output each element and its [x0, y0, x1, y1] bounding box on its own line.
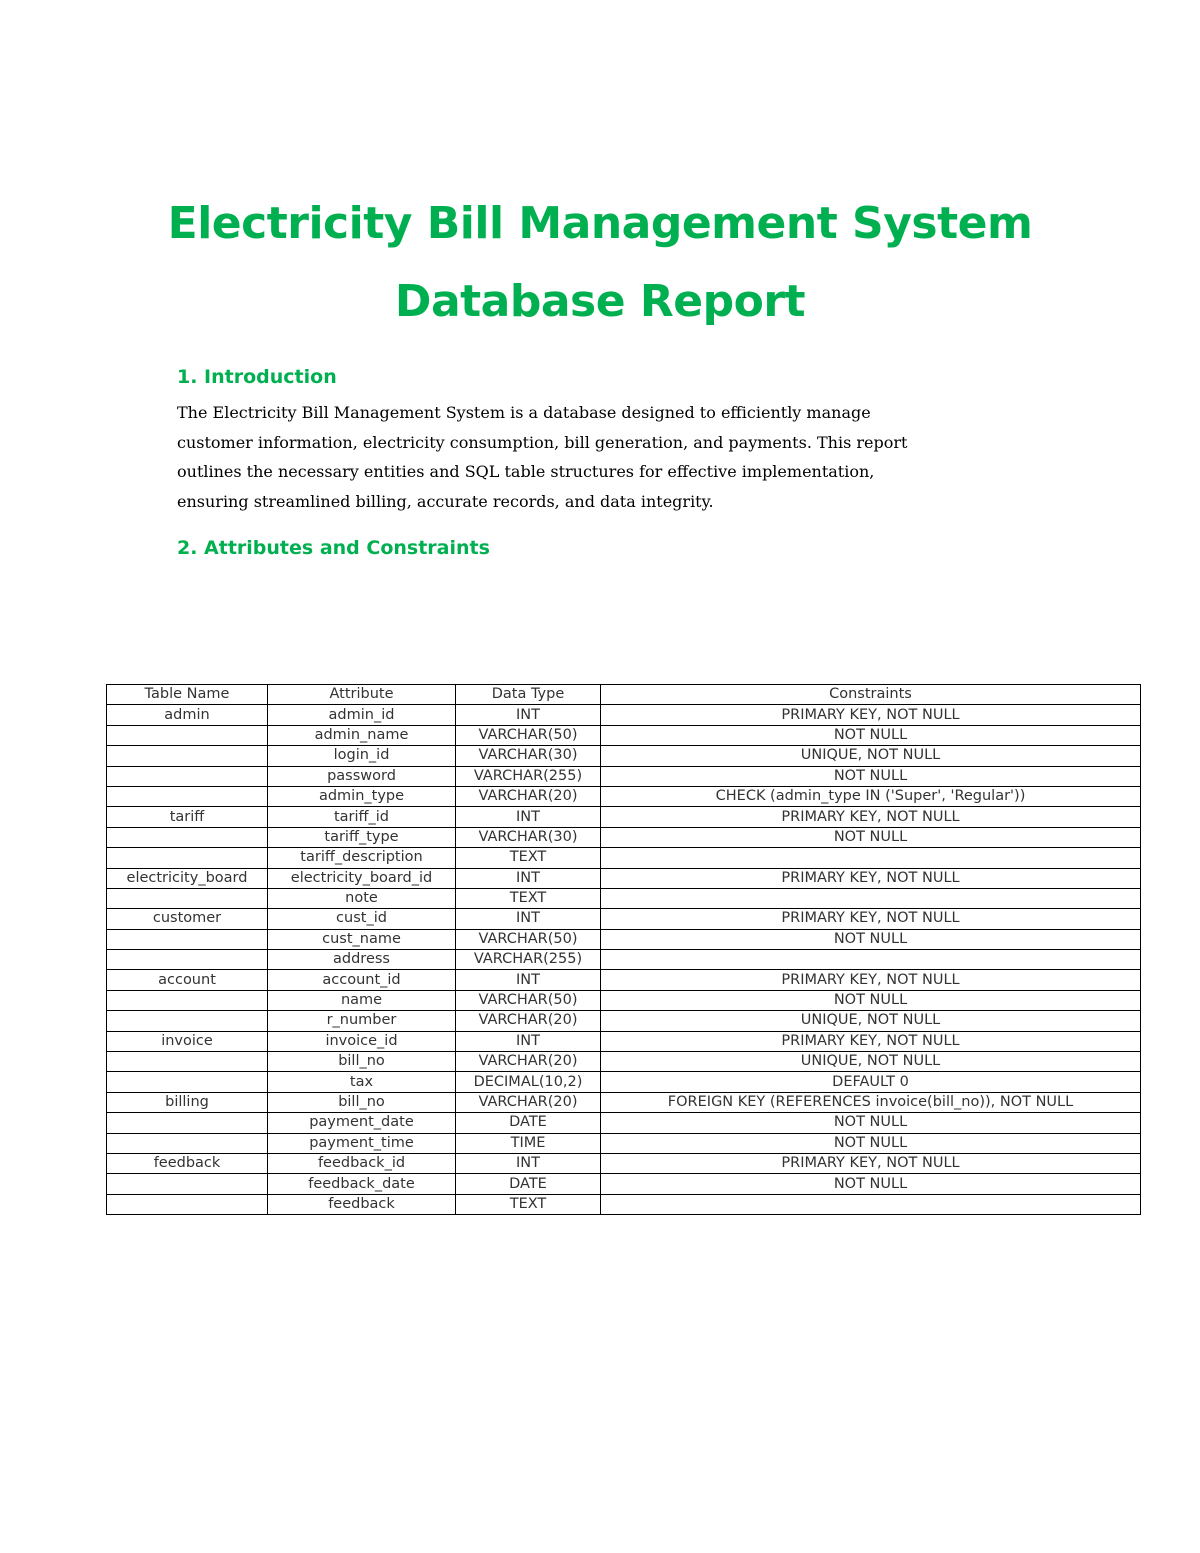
table-row — [107, 1011, 1141, 1031]
table-header-row — [107, 685, 1141, 705]
introduction-paragraph — [177, 398, 1037, 516]
cell-constraints — [601, 950, 1141, 970]
table-row — [107, 1031, 1141, 1051]
introduction-heading: 1. Introduction — [177, 366, 337, 388]
header-constraints: Constraints — [601, 685, 1141, 705]
cell-constraints: NOT NULL — [601, 929, 1141, 949]
cell-data-type: VARCHAR(30) — [456, 827, 601, 847]
table-row — [107, 1092, 1141, 1112]
cell-attribute: admin_type — [268, 786, 456, 806]
table-row — [107, 1174, 1141, 1194]
cell-table-name — [107, 929, 268, 949]
cell-attribute: payment_time — [268, 1133, 456, 1153]
cell-data-type: INT — [456, 705, 601, 725]
cell-attribute: feedback_date — [268, 1174, 456, 1194]
cell-attribute: address — [268, 950, 456, 970]
cell-attribute: feedback_id — [268, 1153, 456, 1173]
cell-constraints — [601, 888, 1141, 908]
table-row — [107, 725, 1141, 745]
cell-attribute: note — [268, 888, 456, 908]
table-row — [107, 1153, 1141, 1173]
table-row — [107, 766, 1141, 786]
table-row — [107, 990, 1141, 1010]
cell-data-type: VARCHAR(255) — [456, 950, 601, 970]
table-row — [107, 929, 1141, 949]
cell-table-name: electricity_board — [107, 868, 268, 888]
cell-attribute: admin_id — [268, 705, 456, 725]
cell-attribute: tax — [268, 1072, 456, 1092]
cell-data-type: INT — [456, 1153, 601, 1173]
cell-data-type: VARCHAR(30) — [456, 746, 601, 766]
cell-data-type: VARCHAR(20) — [456, 1011, 601, 1031]
cell-attribute: tariff_description — [268, 848, 456, 868]
cell-constraints: UNIQUE, NOT NULL — [601, 746, 1141, 766]
cell-constraints: FOREIGN KEY (REFERENCES invoice(bill_no)), NOT NULL — [601, 1092, 1141, 1112]
cell-attribute: account_id — [268, 970, 456, 990]
cell-data-type: INT — [456, 970, 601, 990]
cell-table-name — [107, 1194, 268, 1214]
cell-constraints: PRIMARY KEY, NOT NULL — [601, 909, 1141, 929]
cell-table-name — [107, 1113, 268, 1133]
cell-table-name — [107, 1133, 268, 1153]
cell-attribute: password — [268, 766, 456, 786]
introduction-line: customer information, electricity consumption, bill generation, and payments. This report — [177, 432, 908, 452]
cell-data-type: VARCHAR(20) — [456, 786, 601, 806]
cell-attribute: tariff_id — [268, 807, 456, 827]
cell-table-name — [107, 1174, 268, 1194]
cell-constraints: NOT NULL — [601, 725, 1141, 745]
table-row — [107, 746, 1141, 766]
cell-data-type: TEXT — [456, 1194, 601, 1214]
cell-constraints: DEFAULT 0 — [601, 1072, 1141, 1092]
cell-constraints: NOT NULL — [601, 766, 1141, 786]
cell-table-name — [107, 766, 268, 786]
cell-constraints: PRIMARY KEY, NOT NULL — [601, 1031, 1141, 1051]
cell-table-name — [107, 848, 268, 868]
cell-data-type: TEXT — [456, 848, 601, 868]
cell-table-name — [107, 1072, 268, 1092]
cell-constraints: PRIMARY KEY, NOT NULL — [601, 1153, 1141, 1173]
cell-constraints — [601, 848, 1141, 868]
table-body — [107, 705, 1141, 1215]
cell-attribute: r_number — [268, 1011, 456, 1031]
cell-attribute: cust_id — [268, 909, 456, 929]
cell-data-type: INT — [456, 868, 601, 888]
cell-data-type: VARCHAR(50) — [456, 990, 601, 1010]
cell-data-type: VARCHAR(20) — [456, 1052, 601, 1072]
cell-attribute: cust_name — [268, 929, 456, 949]
cell-data-type: INT — [456, 807, 601, 827]
introduction-line: The Electricity Bill Management System is a database designed to efficiently manage — [177, 403, 871, 422]
header-data-type: Data Type — [456, 685, 601, 705]
table-row — [107, 848, 1141, 868]
cell-data-type: VARCHAR(50) — [456, 929, 601, 949]
cell-constraints: NOT NULL — [601, 1113, 1141, 1133]
cell-constraints: PRIMARY KEY, NOT NULL — [601, 868, 1141, 888]
table-row — [107, 970, 1141, 990]
cell-table-name: feedback — [107, 1153, 268, 1173]
table-row — [107, 1194, 1141, 1214]
cell-table-name — [107, 746, 268, 766]
cell-table-name: customer — [107, 909, 268, 929]
table-row — [107, 827, 1141, 847]
cell-constraints: PRIMARY KEY, NOT NULL — [601, 705, 1141, 725]
cell-data-type: TIME — [456, 1133, 601, 1153]
cell-table-name: admin — [107, 705, 268, 725]
table-row — [107, 1133, 1141, 1153]
cell-constraints: CHECK (admin_type IN ('Super', 'Regular')) — [601, 786, 1141, 806]
cell-table-name — [107, 888, 268, 908]
cell-constraints: NOT NULL — [601, 1133, 1141, 1153]
cell-attribute: feedback — [268, 1194, 456, 1214]
cell-constraints: NOT NULL — [601, 827, 1141, 847]
document-title-line-1: Electricity Bill Management System — [167, 198, 1033, 249]
table-row — [107, 705, 1141, 725]
table-row — [107, 786, 1141, 806]
cell-attribute: login_id — [268, 746, 456, 766]
cell-table-name — [107, 1052, 268, 1072]
table-row — [107, 1052, 1141, 1072]
table-row — [107, 807, 1141, 827]
cell-constraints: UNIQUE, NOT NULL — [601, 1052, 1141, 1072]
cell-table-name — [107, 1011, 268, 1031]
cell-table-name — [107, 827, 268, 847]
cell-attribute: electricity_board_id — [268, 868, 456, 888]
cell-table-name — [107, 990, 268, 1010]
cell-constraints: PRIMARY KEY, NOT NULL — [601, 807, 1141, 827]
cell-constraints: NOT NULL — [601, 990, 1141, 1010]
cell-constraints: UNIQUE, NOT NULL — [601, 1011, 1141, 1031]
cell-table-name — [107, 725, 268, 745]
cell-attribute: invoice_id — [268, 1031, 456, 1051]
table-row — [107, 888, 1141, 908]
table-row — [107, 1113, 1141, 1133]
cell-data-type: DATE — [456, 1174, 601, 1194]
cell-data-type: VARCHAR(20) — [456, 1092, 601, 1112]
cell-data-type: DECIMAL(10,2) — [456, 1072, 601, 1092]
cell-data-type: INT — [456, 1031, 601, 1051]
cell-attribute: payment_date — [268, 1113, 456, 1133]
table-row — [107, 1072, 1141, 1092]
introduction-line: ensuring streamlined billing, accurate records, and data integrity. — [177, 491, 714, 511]
document-title-line-2: Database Report — [394, 276, 806, 327]
introduction-line: outlines the necessary entities and SQL table structures for effective implementation, — [177, 462, 875, 481]
cell-attribute: name — [268, 990, 456, 1010]
cell-data-type: INT — [456, 909, 601, 929]
cell-constraints: NOT NULL — [601, 1174, 1141, 1194]
cell-data-type: TEXT — [456, 888, 601, 908]
header-table-name: Table Name — [107, 685, 268, 705]
cell-data-type: VARCHAR(255) — [456, 766, 601, 786]
cell-constraints: PRIMARY KEY, NOT NULL — [601, 970, 1141, 990]
cell-attribute: bill_no — [268, 1092, 456, 1112]
cell-table-name — [107, 786, 268, 806]
table-row — [107, 909, 1141, 929]
cell-table-name: billing — [107, 1092, 268, 1112]
cell-table-name: account — [107, 970, 268, 990]
cell-constraints — [601, 1194, 1141, 1214]
header-attribute: Attribute — [268, 685, 456, 705]
cell-table-name: invoice — [107, 1031, 268, 1051]
table-row — [107, 950, 1141, 970]
cell-data-type: VARCHAR(50) — [456, 725, 601, 745]
cell-attribute: admin_name — [268, 725, 456, 745]
cell-table-name: tariff — [107, 807, 268, 827]
cell-attribute: tariff_type — [268, 827, 456, 847]
cell-data-type: DATE — [456, 1113, 601, 1133]
cell-table-name — [107, 950, 268, 970]
cell-attribute: bill_no — [268, 1052, 456, 1072]
attributes-table — [106, 684, 1141, 1215]
attributes-heading: 2. Attributes and Constraints — [177, 537, 490, 559]
table-row — [107, 868, 1141, 888]
